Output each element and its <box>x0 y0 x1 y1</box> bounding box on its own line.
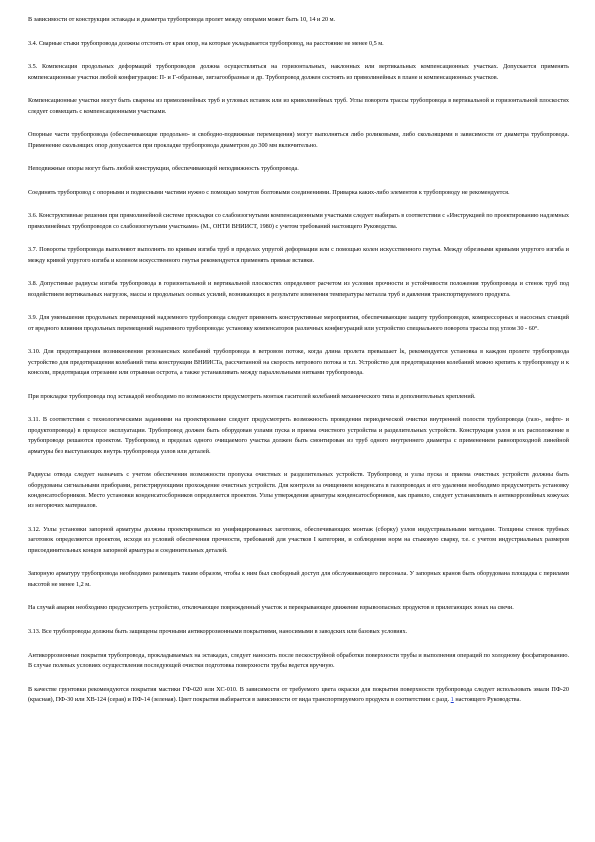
paragraph-1: В зависимости от конструкции эстакады и диаметра трубопровода пролет между опорами может быть 10, 14 и 20 м. <box>28 16 336 23</box>
paragraph-3-6: 3.6. Конструктивные решения при прямолинейной системе прокладки со слабоизогнутыми компенсационными участками следует выбирать в соответствии с «Инструкцией по проектированию надземных прямолинейных трубопроводов со слабоизогнутыми участками» (М., ОНТИ ВНИИСТ, 1980) с учетом требований настоящего Руководства. <box>28 212 569 230</box>
paragraph-3-5: 3.5. Компенсация продольных деформаций трубопроводов должна осуществляться на горизонтальных, наклонных или вертикальных компенсационных участках. Допускается применять компенсационные участки любой конфигурации: П- и Г-образные, зигзагообразные и др. Трубопровод должен состоять из прямолинейных в плане и компенсационных участков. <box>28 63 569 81</box>
paragraph-fixed-supports: Неподвижные опоры могут быть любой конструкции, обеспечивающей неподвижность трубопровода. <box>28 165 299 173</box>
paragraph-dampers: При прокладке трубопровода под эстакадой необходимо по возможности предусмотреть монтаж гасителей колебаний механического типа и дополнительных креплений. <box>28 392 476 400</box>
paragraph-3-10: 3.10. Для предотвращения возникновения резонансных колебаний трубопровода в ветровом потоке, когда длина пролета превышает lк, рекомендуется установка в каждом пролете трубопровода устройство для предотвращения колебаний типа конструкции ВНИИСТа, рассчитанной на скорость ветрового потока и т.п. Устройство для предотвращения колебаний можно крепить к трубопроводу и к консоли, предотвращая отрезание или отрывная острота, а также устанавливать между параллельными нитками трубопровода. <box>28 348 569 377</box>
paragraph-3-12: 3.12. Узлы установки запорной арматуры должны проектироваться из унифицированных заготовок, обеспечивающих монтаж (сборку) узлов индустриальными методами. Толщины стенок трубных заготовок определяются проектом, исходя из условий обеспечения прочности, требований для участков I категории, и соблюдения норм на стыковую сварку, т.е. с учетом индустриальных размеров присоединительных концов запорной арматуры и соединительных деталей. <box>28 526 569 554</box>
paragraph-primer-tail: настоящего Руководства. <box>453 696 521 703</box>
paragraph-primer <box>28 685 569 706</box>
paragraph-connections: Соединять трубопровод с опорными и подвесными частями нужно с помощью хомутов болтовыми соединениями. Приварка каких-либо элементов к трубопроводу не рекомендуется. <box>28 188 510 196</box>
paragraph-3-4: 3.4. Сварные стыки трубопровода должны отстоять от края опор, на которые укладывается трубопровод, на расстояние не менее 0,5 м. <box>28 39 384 47</box>
paragraph-3-7: 3.7. Повороты трубопровода выполняют выполнять по кривым изгиба труб в пределах упругой деформации или с помощью колен искусственного гнутья. Между обрезными кривыми упругого изгиба и между кривой упругого изгиба и коленом искусственного гнутья рекомендуется применять прямые вставки. <box>28 246 569 264</box>
paragraph-emergency: На случай аварии необходимо предусмотреть устройство, отключающее поврежденный участок и перекрывающее движение взрывоопасных продуктов в прилегающих зонах на свечи. <box>28 604 514 612</box>
paragraph-3-9: 3.9. Для уменьшения продольных перемещений надземного трубопровода следует применять конструктивные мероприятия, обеспечивающие защиту трубопроводов, компрессорных и насосных станций от вредного влияния продольных перемещений надземного трубопровода: установку компенсаторов различных конфигураций или устройство специального поворота трассы под углом 30 - 60°. <box>28 314 569 332</box>
paragraph-3-8: 3.8. Допустимые радиусы изгиба трубопровода в горизонтальной и вертикальной плоскостях определяют расчетом из условия прочности и устойчивости положения трубопровода и стенок труб под воздействием вертикальных нагрузок, массы и продольных осевых усилий, возникающих в результате изменения температуры металла труб и давления транспортируемого продукта. <box>28 280 569 298</box>
paragraph-3-11: 3.11. В соответствии с технологическими заданиями на проектирование следует предусмотреть возможность проведения периодической очистки внутренней полости трубопровода (газо-, нефте- и продуктопровода) в процессе эксплуатации. Трубопровод должен быть оборудован узлами пуска и приема очистного устройства и разделительных устройств. Конструкция узлов и их расположение в трубопроводе решаются проектом. Трубопровод в пределах одного очищаемого участка должен быть смонтирован из труб одного внутреннего диаметра с применением равнопроходной линейной арматуры без выступающих внутрь трубопровода узлов или деталей. <box>28 416 569 455</box>
paragraph-supports: Опорные части трубопровода (обеспечивающие продольно- и свободно-подвижные перемещения) могут выполняться либо роликовыми, либо скользящими в зависимости от диаметра трубопровода. Применение скользящих опор допускается при прокладке трубопровода диаметром до 300 мм включительно. <box>28 131 569 149</box>
section-link[interactable]: 1 <box>450 696 454 703</box>
paragraph-valves: Запорную арматуру трубопровода необходимо размещать таким образом, чтобы к ним был свободный доступ для обслуживающего персонала. У запорных кранов быть оборудована площадка с перилами высотой не менее 1,2 м. <box>28 570 569 588</box>
paragraph-primer-text: В качестве грунтовки рекомендуются покрытия мастики ГФ-020 или ХС-010. В зависимости от требуемого цвета окраски для покрытия поверхности трубопровода следует использовать эмали ПФ-20 (красная), ПФ-30 или ХВ-124 (серая) и ПФ-14 (зеленая). Цвет покрытия выбирается в зависимости от вида транспортируемого продукта в соответствии с разд. <box>28 685 569 703</box>
paragraph-compensation: Компенсационные участки могут быть сварены из прямолинейных труб и угловых вставок или из криволинейных труб. Углы поворота трассы трубопровода в вертикальной и горизонтальной плоскостях следует совмещать с компенсационными участками. <box>28 97 569 115</box>
paragraph-3-13: 3.13. Все трубопроводы должны быть защищены прочными антикоррозионными покрытиями, наносимыми в заводских или базовых условиях. <box>28 628 408 635</box>
paragraph-anticorrosion: Антикоррозионные покрытия трубопровода, прокладываемых на эстакадах, следует наносить после пескоструйной обработки поверхности трубы и выполнения операций по холодному фосфатированию. В случае полевых условиях осуществления последующей очистки подготовка поверхности трубы ведется вручную. <box>28 651 569 669</box>
paragraph-radii: Радиусы отвода следует назначать с учетом обеспечения возможности пропуска очистных и разделительных устройств. Трубопровод и узлы пуска и приема очистных устройств должны быть оборудованы сигнальными приборами, регистрирующими прохождение очистных устройств. Для контроля за очищением конденсата в газопроводах и его удалении необходимо предусмотреть установку конденсатосборников. Место установки конденсатосборников определяется проектом. Узлы утверждения арматуры конденсатосборников, как правило, следует устанавливать в антикоррозийных кожухах из негорючих материалов. <box>28 471 569 510</box>
